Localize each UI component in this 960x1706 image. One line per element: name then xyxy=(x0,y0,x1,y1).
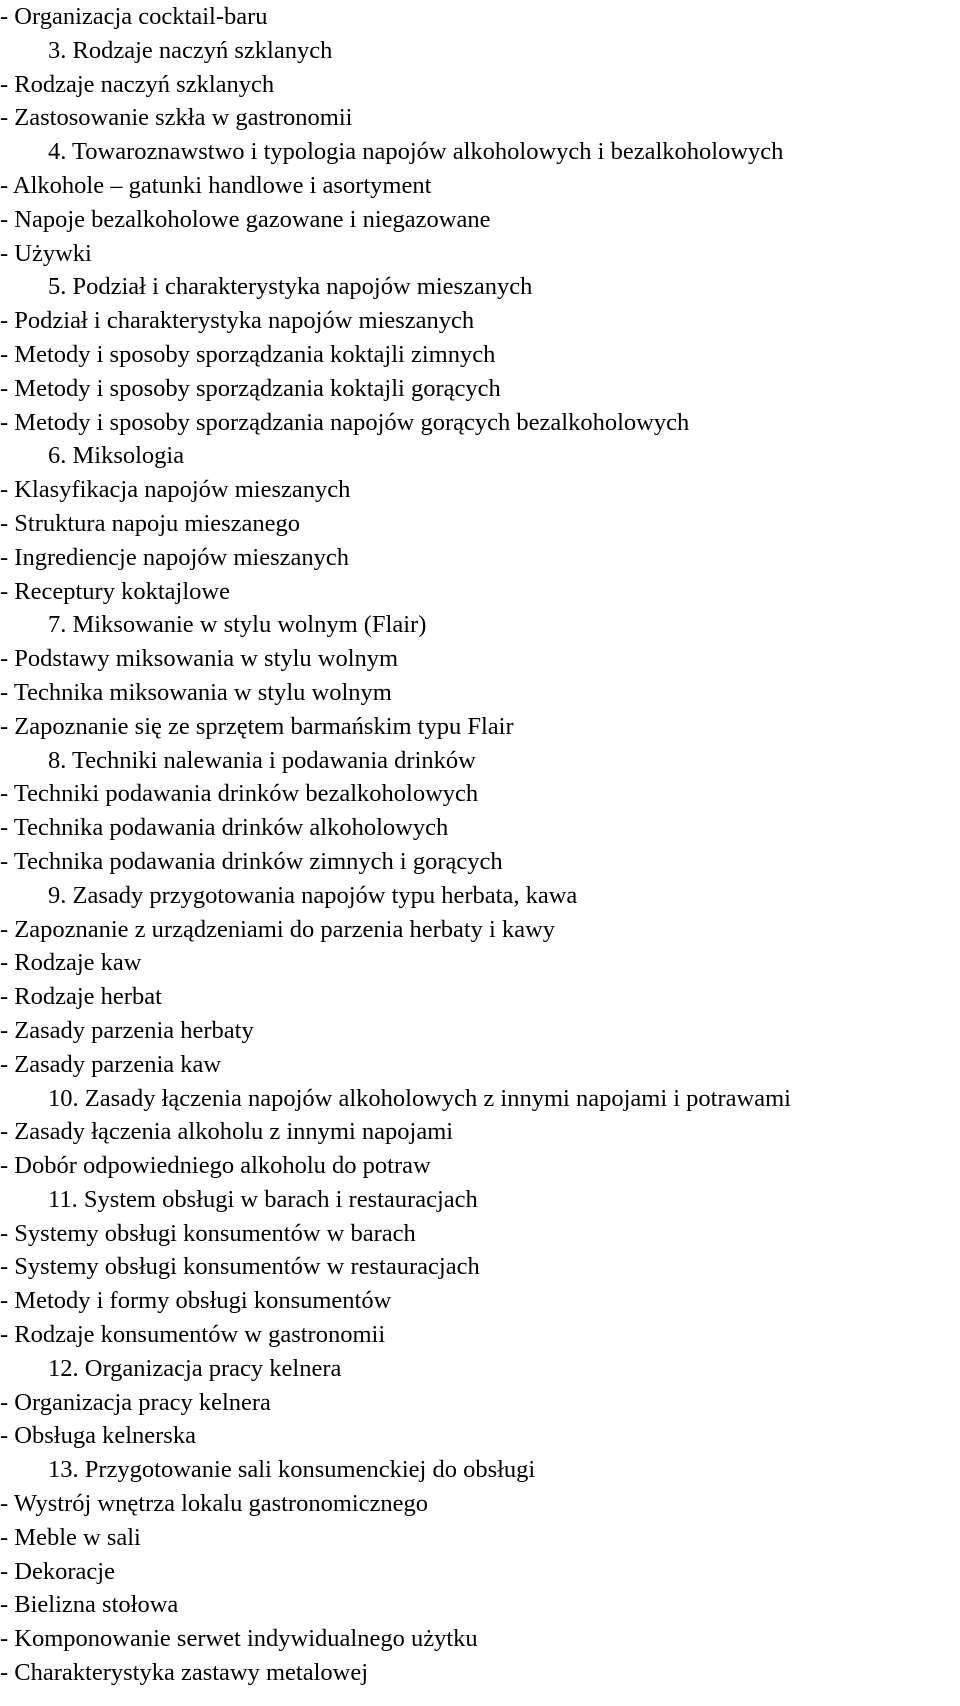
list-item: - Klasyfikacja napojów mieszanych xyxy=(0,476,351,504)
list-item: - Dobór odpowiedniego alkoholu do potraw xyxy=(0,1152,431,1180)
list-item: - Dekoracje xyxy=(0,1557,115,1585)
list-item: - Metody i formy obsługi konsumentów xyxy=(0,1287,392,1315)
list-item: - Zapoznanie z urządzeniami do parzenia herbaty i kawy xyxy=(0,915,556,943)
list-item: - Alkohole – gatunki handlowe i asortyment xyxy=(0,171,432,199)
list-item: - Zasady parzenia kaw xyxy=(0,1050,222,1078)
list-item: - Zastosowanie szkła w gastronomii xyxy=(0,104,353,132)
section-heading: 5. Podział i charakterystyka napojów mieszanych xyxy=(48,273,533,301)
list-item: - Komponowanie serwet indywidualnego użytku xyxy=(0,1625,478,1653)
list-item: - Charakterystyka zastawy metalowej xyxy=(0,1659,369,1687)
list-item: - Rodzaje kaw xyxy=(0,949,142,977)
section-heading: 10. Zasady łączenia napojów alkoholowych z innymi napojami i potrawami xyxy=(48,1084,791,1112)
list-item: - Systemy obsługi konsumentów w restauracjach xyxy=(0,1253,480,1281)
list-item: - Zapoznanie się ze sprzętem barmańskim typu Flair xyxy=(0,712,514,740)
list-item: - Obsługa kelnerska xyxy=(0,1422,196,1450)
list-item: - Technika miksowania w stylu wolnym xyxy=(0,678,392,706)
section-heading: 9. Zasady przygotowania napojów typu herbata, kawa xyxy=(48,881,578,909)
list-item: - Metody i sposoby sporządzania koktajli gorących xyxy=(0,374,501,402)
list-item: - Struktura napoju mieszanego xyxy=(0,509,301,537)
section-heading: 12. Organizacja pracy kelnera xyxy=(48,1354,342,1382)
list-item: - Zasady parzenia herbaty xyxy=(0,1016,254,1044)
list-item: - Zasady łączenia alkoholu z innymi napojami xyxy=(0,1118,454,1146)
section-heading: 7. Miksowanie w stylu wolnym (Flair) xyxy=(48,611,427,639)
list-item: - Używki xyxy=(0,239,92,267)
section-heading: 11. System obsługi w barach i restauracjach xyxy=(48,1185,478,1213)
list-item: - Meble w sali xyxy=(0,1523,141,1551)
list-item: - Organizacja cocktail-baru xyxy=(0,3,268,30)
section-heading: 8. Techniki nalewania i podawania drinków xyxy=(48,746,476,774)
list-item: - Receptury koktajlowe xyxy=(0,577,230,605)
section-heading: 13. Przygotowanie sali konsumenckiej do obsługi xyxy=(48,1456,536,1484)
list-item: - Technika podawania drinków alkoholowych xyxy=(0,814,449,842)
section-heading: 3. Rodzaje naczyń szklanych xyxy=(48,36,333,64)
list-item: - Rodzaje herbat xyxy=(0,983,162,1011)
list-item: - Napoje bezalkoholowe gazowane i niegazowane xyxy=(0,205,491,233)
list-item: - Podział i charakterystyka napojów mieszanych xyxy=(0,307,475,335)
list-item: - Ingrediencje napojów mieszanych xyxy=(0,543,349,571)
list-item: - Rodzaje naczyń szklanych xyxy=(0,70,275,98)
list-item: - Techniki podawania drinków bezalkoholowych xyxy=(0,780,479,808)
section-heading: 6. Miksologia xyxy=(48,442,185,470)
list-item: - Metody i sposoby sporządzania napojów gorących bezalkoholowych xyxy=(0,408,690,436)
list-item: - Technika podawania drinków zimnych i gorących xyxy=(0,847,503,875)
list-item: - Podstawy miksowania w stylu wolnym xyxy=(0,645,399,673)
list-item: - Rodzaje konsumentów w gastronomii xyxy=(0,1321,386,1349)
list-item: - Organizacja pracy kelnera xyxy=(0,1388,271,1416)
list-item: - Wystrój wnętrza lokalu gastronomicznego xyxy=(0,1490,429,1518)
section-heading: 4. Towaroznawstwo i typologia napojów alkoholowych i bezalkoholowych xyxy=(48,138,784,166)
list-item: - Systemy obsługi konsumentów w barach xyxy=(0,1219,416,1247)
list-item: - Metody i sposoby sporządzania koktajli zimnych xyxy=(0,340,496,368)
list-item: - Bielizna stołowa xyxy=(0,1591,179,1619)
